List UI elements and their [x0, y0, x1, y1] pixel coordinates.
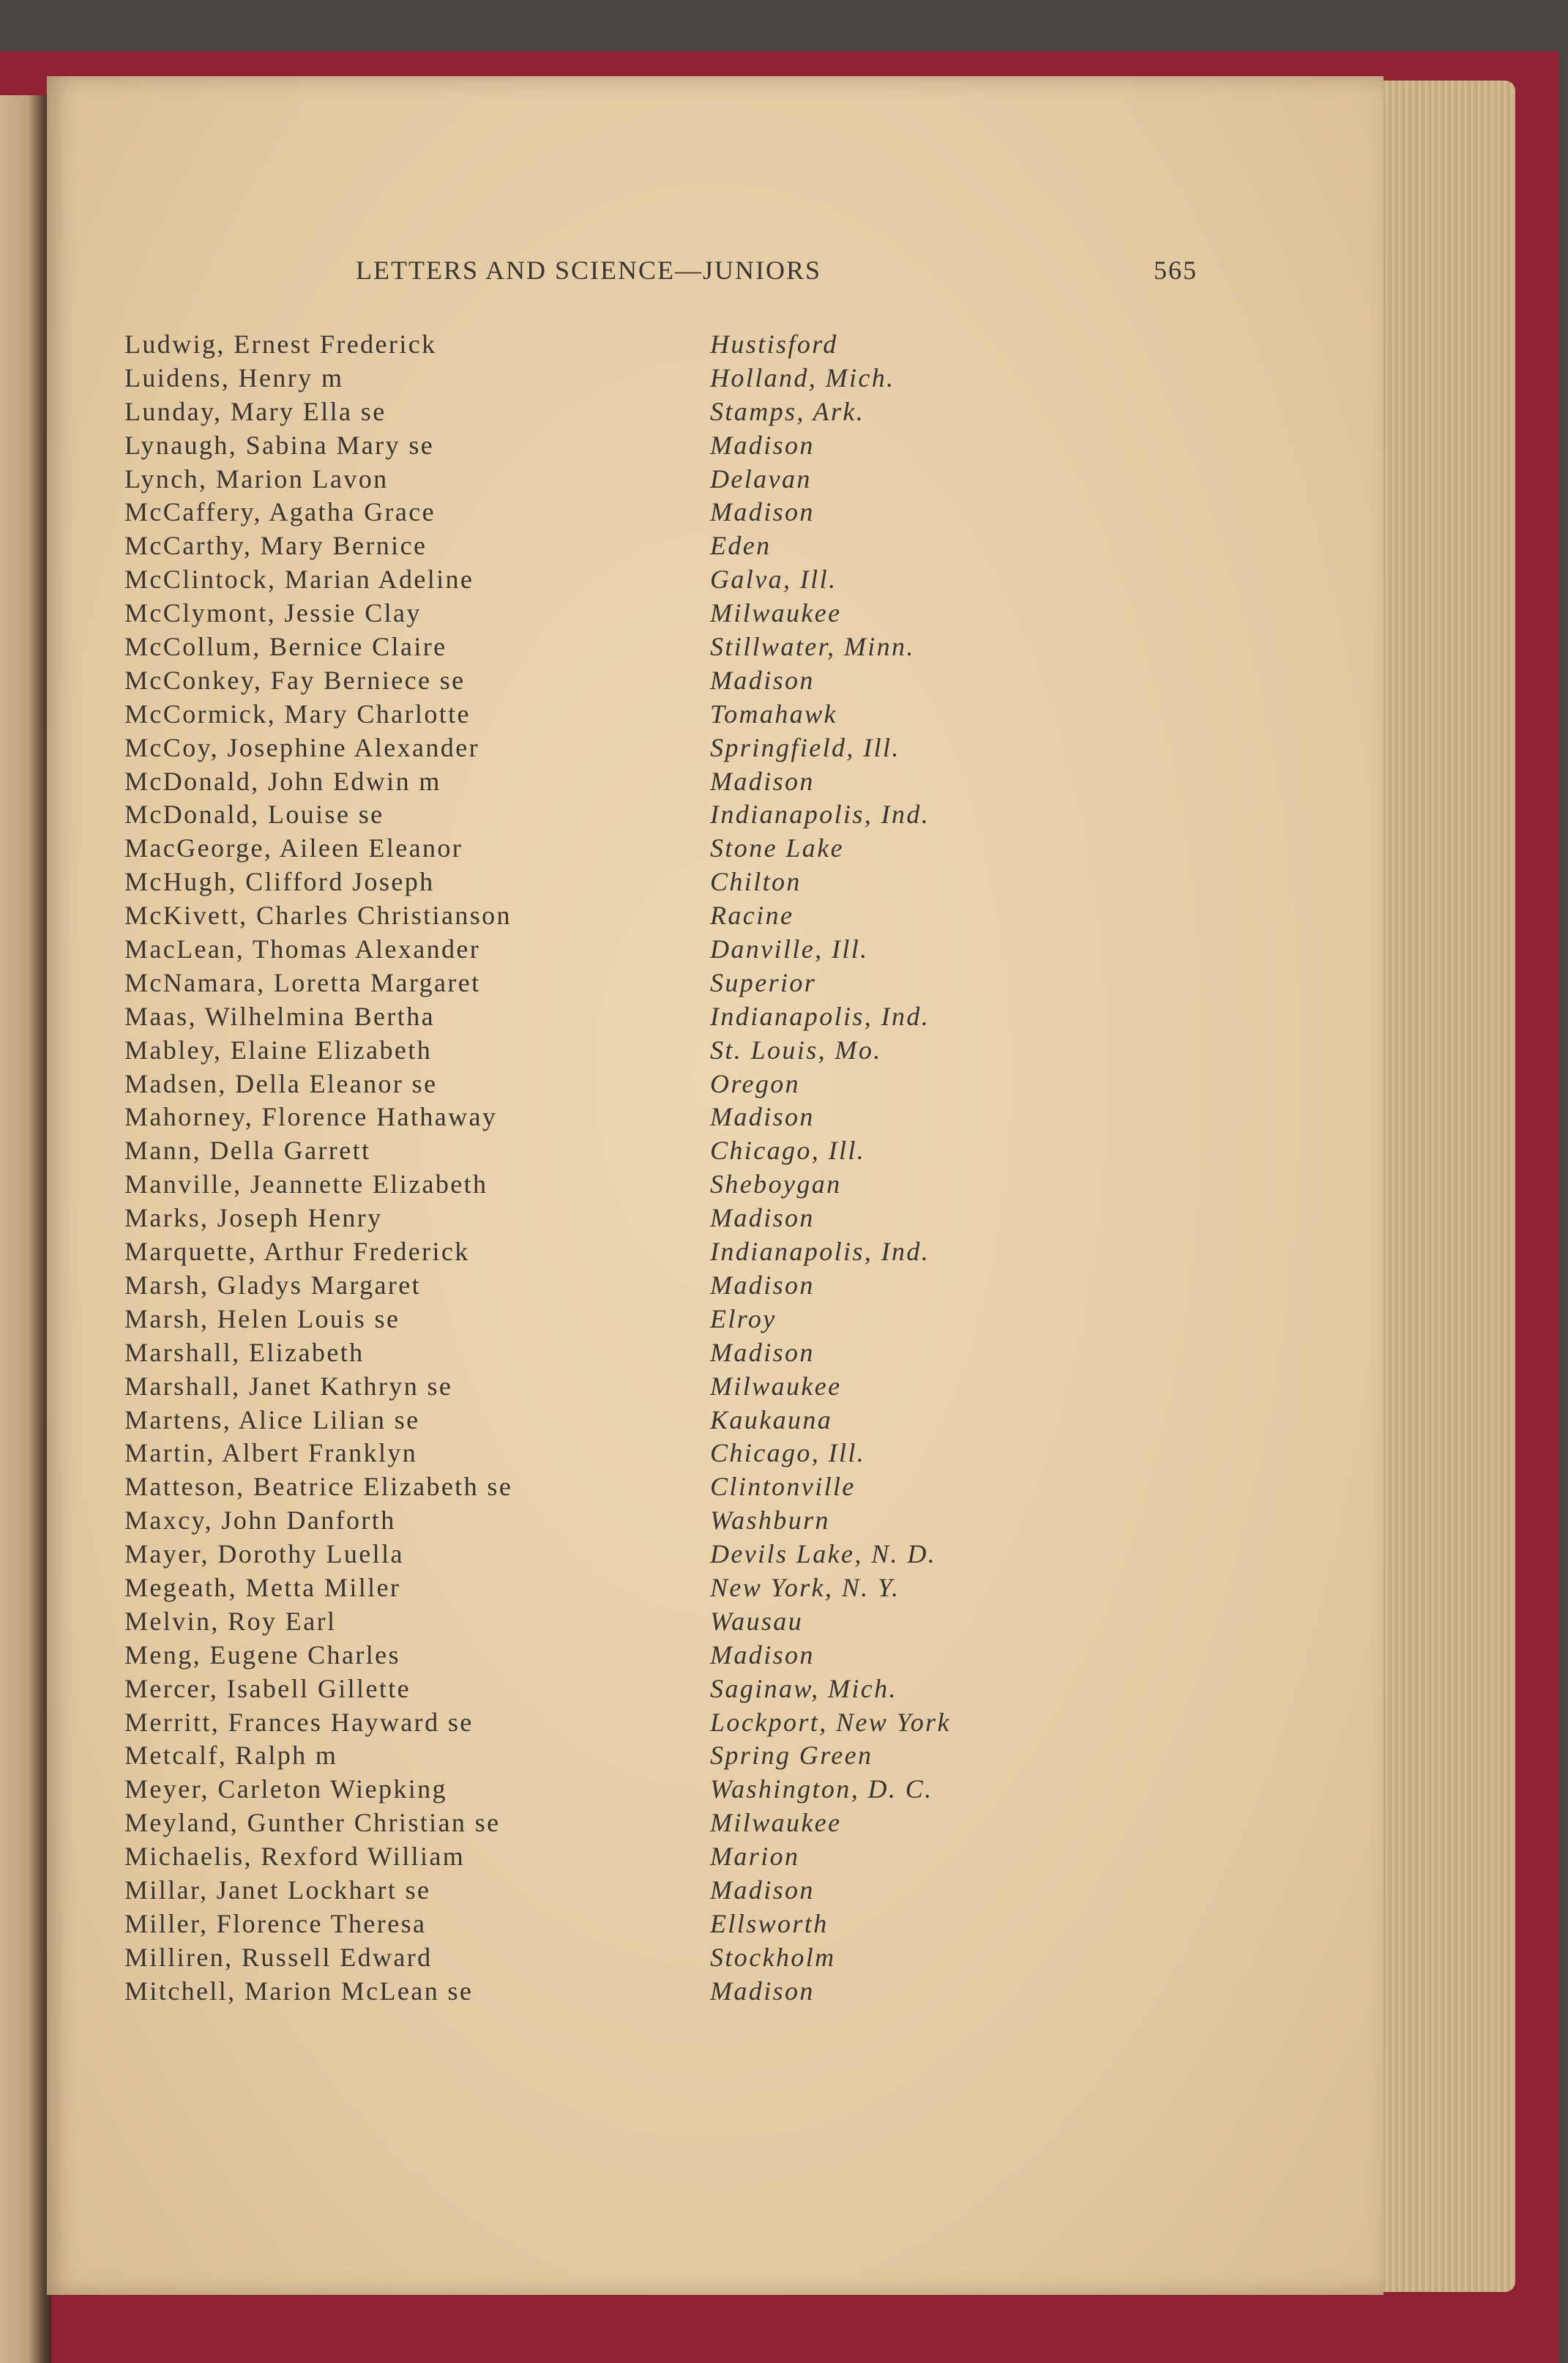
student-name: Manville, Jeannette Elizabeth	[124, 1169, 488, 1199]
student-name: Luidens, Henry m	[124, 362, 344, 392]
roster-row	[124, 1840, 1076, 1874]
student-hometown: Chilton	[710, 867, 802, 897]
student-hometown: Stillwater, Minn.	[710, 632, 915, 662]
page-edges	[1369, 81, 1515, 2292]
student-hometown: Madison	[710, 1102, 815, 1132]
student-hometown: Milwaukee	[710, 598, 842, 628]
student-name: Marks, Joseph Henry	[124, 1203, 383, 1233]
student-name: Mayer, Dorothy Luella	[124, 1539, 404, 1569]
student-name: Mann, Della Garrett	[124, 1136, 371, 1166]
student-hometown: Indianapolis, Ind.	[710, 800, 930, 830]
roster-row	[124, 630, 1076, 664]
student-name: Mitchell, Marion McLean se	[124, 1976, 474, 2006]
roster-row	[124, 395, 1076, 429]
student-name: Matteson, Beatrice Elizabeth se	[124, 1472, 513, 1502]
student-name: McKivett, Charles Christianson	[124, 901, 512, 931]
student-hometown: Madison	[710, 1640, 815, 1670]
roster-row	[124, 899, 1076, 933]
roster-row	[124, 529, 1076, 563]
book-gutter	[0, 95, 51, 2363]
roster-row	[124, 933, 1076, 967]
student-name: Meyer, Carleton Wiepking	[124, 1774, 447, 1804]
student-hometown: Chicago, Ill.	[710, 1136, 866, 1166]
roster-row	[124, 1504, 1076, 1538]
student-name: McConkey, Fay Berniece se	[124, 665, 466, 695]
student-name: Marsh, Helen Louis se	[124, 1303, 400, 1333]
student-hometown: Springfield, Ill.	[710, 732, 900, 762]
page-number: 565	[1154, 256, 1198, 285]
student-name: Metcalf, Ralph m	[124, 1741, 338, 1771]
roster-row	[124, 1034, 1076, 1068]
student-hometown: Eden	[710, 531, 772, 561]
student-name: Maas, Wilhelmina Bertha	[124, 1001, 435, 1031]
roster-row	[124, 1000, 1076, 1034]
student-name: Marshall, Janet Kathryn se	[124, 1371, 453, 1401]
roster-row	[124, 798, 1076, 832]
roster-row	[124, 429, 1076, 463]
student-name: Maxcy, John Danforth	[124, 1506, 396, 1536]
roster-row	[124, 1941, 1076, 1975]
roster-row	[124, 1739, 1076, 1773]
student-hometown: Devils Lake, N. D.	[710, 1539, 937, 1569]
roster-row	[124, 1706, 1076, 1740]
student-name: Marshall, Elizabeth	[124, 1337, 365, 1367]
student-hometown: Washington, D. C.	[710, 1774, 933, 1804]
student-hometown: Racine	[710, 901, 794, 931]
roster-row	[124, 1269, 1076, 1303]
page-title: LETTERS AND SCIENCE—JUNIORS	[356, 256, 822, 285]
student-hometown: Holland, Mich.	[710, 362, 895, 392]
student-hometown: Chicago, Ill.	[710, 1438, 866, 1468]
student-hometown: Oregon	[710, 1068, 801, 1098]
student-name: Mabley, Elaine Elizabeth	[124, 1035, 433, 1065]
roster-row	[124, 463, 1076, 496]
student-hometown: Elroy	[710, 1303, 777, 1333]
roster-row	[124, 328, 1076, 362]
student-hometown: Danville, Ill.	[710, 934, 869, 964]
student-name: McCarthy, Mary Bernice	[124, 531, 428, 561]
student-hometown: Milwaukee	[710, 1808, 842, 1838]
roster-row	[124, 1303, 1076, 1336]
student-name: Martin, Albert Franklyn	[124, 1438, 418, 1468]
roster-row	[124, 832, 1076, 866]
student-name: Lynch, Marion Lavon	[124, 464, 389, 494]
roster-row	[124, 1672, 1076, 1706]
student-name: Milliren, Russell Edward	[124, 1942, 433, 1972]
roster-row	[124, 362, 1076, 395]
roster-row	[124, 1773, 1076, 1806]
roster-row	[124, 1538, 1076, 1571]
student-name: McHugh, Clifford Joseph	[124, 867, 435, 897]
student-name: Millar, Janet Lockhart se	[124, 1875, 431, 1905]
student-hometown: Marion	[710, 1842, 800, 1872]
student-hometown: Madison	[710, 497, 815, 527]
student-hometown: Lockport, New York	[710, 1707, 951, 1737]
student-hometown: Washburn	[710, 1506, 830, 1536]
student-name: Meyland, Gunther Christian se	[124, 1808, 501, 1838]
student-name: Marsh, Gladys Margaret	[124, 1270, 422, 1300]
roster-row	[124, 1101, 1076, 1134]
roster-row	[124, 1605, 1076, 1639]
roster-row	[124, 1235, 1076, 1269]
student-hometown: Indianapolis, Ind.	[710, 1001, 930, 1031]
student-hometown: Madison	[710, 1875, 815, 1905]
student-hometown: Kaukauna	[710, 1404, 833, 1434]
student-hometown: Clintonville	[710, 1472, 856, 1502]
roster-row	[124, 1639, 1076, 1672]
roster-row	[124, 1975, 1076, 2009]
roster-row	[124, 1874, 1076, 1908]
student-hometown: Sheboygan	[710, 1169, 842, 1199]
roster-row	[124, 1134, 1076, 1168]
student-name: McCormick, Mary Charlotte	[124, 699, 471, 729]
student-hometown: Madison	[710, 1203, 815, 1233]
running-header	[356, 255, 1198, 291]
student-name: MacLean, Thomas Alexander	[124, 934, 481, 964]
student-hometown: Hustisford	[710, 330, 838, 359]
student-hometown: Madison	[710, 430, 815, 460]
student-name: Lunday, Mary Ella se	[124, 396, 387, 426]
roster-row	[124, 597, 1076, 630]
roster-row	[124, 765, 1076, 799]
student-hometown: Superior	[710, 967, 817, 997]
roster-row	[124, 1068, 1076, 1101]
student-name: McCollum, Bernice Claire	[124, 632, 447, 662]
student-name: McCaffery, Agatha Grace	[124, 497, 436, 527]
student-hometown: Madison	[710, 1270, 815, 1300]
roster-row	[124, 1168, 1076, 1202]
student-hometown: Stockholm	[710, 1942, 836, 1972]
student-name: McDonald, Louise se	[124, 800, 384, 830]
student-hometown: Stone Lake	[710, 833, 844, 863]
student-roster	[124, 328, 1076, 2009]
student-hometown: Wausau	[710, 1606, 804, 1636]
student-name: Mahorney, Florence Hathaway	[124, 1102, 498, 1132]
roster-row	[124, 967, 1076, 1000]
student-hometown: Madison	[710, 1976, 815, 2006]
student-name: McNamara, Loretta Margaret	[124, 967, 481, 997]
student-name: MacGeorge, Aileen Eleanor	[124, 833, 463, 863]
student-name: Lynaugh, Sabina Mary se	[124, 430, 435, 460]
roster-row	[124, 1571, 1076, 1605]
roster-row	[124, 1470, 1076, 1504]
student-hometown: Ellsworth	[710, 1908, 829, 1938]
student-hometown: St. Louis, Mo.	[710, 1035, 882, 1065]
student-name: Megeath, Metta Miller	[124, 1572, 401, 1602]
roster-row	[124, 1437, 1076, 1470]
student-name: Merritt, Frances Hayward se	[124, 1707, 474, 1737]
student-name: McClintock, Marian Adeline	[124, 565, 474, 595]
roster-row	[124, 732, 1076, 765]
student-hometown: Tomahawk	[710, 699, 837, 729]
student-hometown: Galva, Ill.	[710, 565, 837, 595]
student-name: Melvin, Roy Earl	[124, 1606, 337, 1636]
roster-row	[124, 1404, 1076, 1437]
student-name: Madsen, Della Eleanor se	[124, 1068, 438, 1098]
roster-row	[124, 563, 1076, 597]
roster-row	[124, 698, 1076, 732]
roster-row	[124, 1908, 1076, 1941]
student-hometown: Indianapolis, Ind.	[710, 1237, 930, 1267]
roster-row	[124, 664, 1076, 698]
student-name: Michaelis, Rexford William	[124, 1842, 466, 1872]
student-hometown: Spring Green	[710, 1741, 873, 1771]
roster-row	[124, 866, 1076, 899]
student-name: McCoy, Josephine Alexander	[124, 732, 479, 762]
student-hometown: Madison	[710, 766, 815, 796]
student-hometown: Stamps, Ark.	[710, 396, 865, 426]
roster-row	[124, 496, 1076, 529]
student-name: Mercer, Isabell Gillette	[124, 1673, 411, 1703]
student-hometown: Madison	[710, 665, 815, 695]
student-name: Miller, Florence Theresa	[124, 1908, 427, 1938]
roster-row	[124, 1202, 1076, 1235]
student-name: Marquette, Arthur Frederick	[124, 1237, 470, 1267]
student-name: McDonald, John Edwin m	[124, 766, 441, 796]
student-hometown: Milwaukee	[710, 1371, 842, 1401]
roster-row	[124, 1806, 1076, 1840]
student-hometown: Saginaw, Mich.	[710, 1673, 897, 1703]
roster-row	[124, 1370, 1076, 1404]
student-hometown: Madison	[710, 1337, 815, 1367]
student-hometown: New York, N. Y.	[710, 1572, 900, 1602]
student-hometown: Delavan	[710, 464, 812, 494]
student-name: McClymont, Jessie Clay	[124, 598, 422, 628]
student-name: Meng, Eugene Charles	[124, 1640, 400, 1670]
student-name: Ludwig, Ernest Frederick	[124, 330, 437, 359]
student-name: Martens, Alice Lilian se	[124, 1404, 420, 1434]
roster-row	[124, 1336, 1076, 1370]
